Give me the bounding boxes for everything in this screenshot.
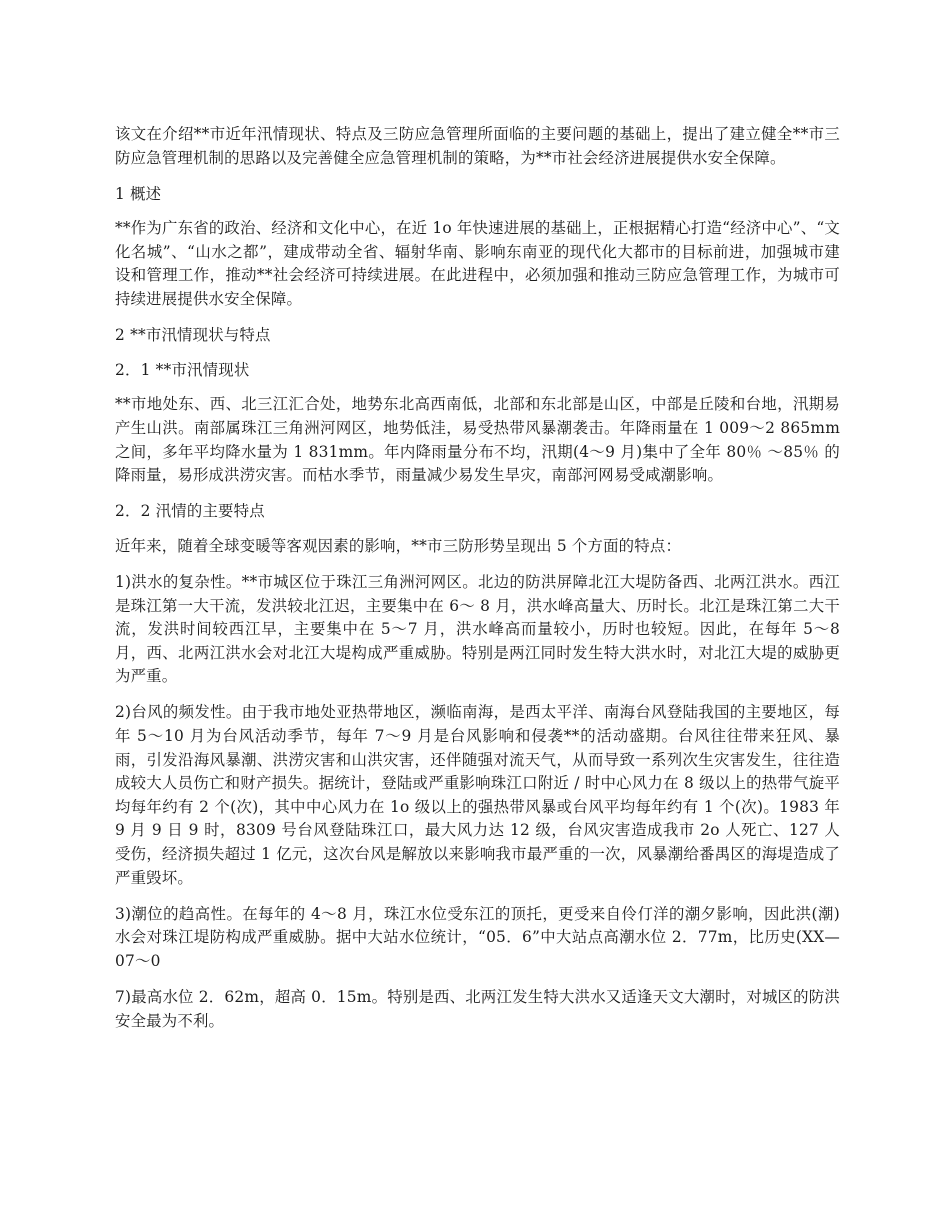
flood-status-paragraph: **市地处东、西、北三江汇合处，地势东北高西南低，北部和东北部是山区，中部是丘陵和台地，汛期易产生山洪。南部属珠江三角洲河网区，地势低洼，易受热带风暴潮袭击。年降雨量在 1 009～2 865mm 之间，多年平均降水量为 1 831mm。年内降雨量分布不均，汛期(4～9 月)集中了全年 80％ ～85％ 的降雨量，易形成洪涝灾害。而枯水季节，雨量减少易发生旱灾，南部河网易受咸潮影响。 [115,395,840,485]
intro-paragraph: 该文在介绍**市近年汛情现状、特点及三防应急管理所面临的主要问题的基础上，提出了建立健全**市三防应急管理机制的思路以及完善健全应急管理机制的策略，为**市社会经济进展提供水安全保障。 [115,125,840,167]
point-1-paragraph: 1)洪水的复杂性。**市城区位于珠江三角洲河网区。北边的防洪屏障北江大堤防备西、北两江洪水。西江是珠江第一大干流，发洪较北江迟，主要集中在 6～ 8 月，洪水峰高量大、历时长。北江是珠江第二大干流，发洪时间较西江早，主要集中在 5～7 月，洪水峰高而量较小，历时也较短。因此，在每年 5～8 月，西、北两江洪水会对北江大堤构成严重威胁。特别是两江同时发生特大洪水时，对北江大堤的威胁更为严重。 [115,572,840,686]
characteristics-intro-paragraph: 近年来，随着全球变暖等客观因素的影响，**市三防形势呈现出 5 个方面的特点： [115,536,682,555]
point-3-paragraph: 3)潮位的趋高性。在每年的 4～8 月，珠江水位受东江的顶托，更受来自伶仃洋的潮夕影响，因此洪(潮)水会对珠江堤防构成严重威胁。据中大站水位统计，“05．6”中大站点高潮水位 2．77m，比历史(XX—07～0 [115,904,840,970]
point-3-continuation-paragraph: 7)最高水位 2．62m，超高 0．15m。特别是西、北两江发生特大洪水又适逢天文大潮时，对城区的防洪安全最为不利。 [115,987,840,1030]
document-body [115,123,840,1046]
subsection-heading-2-2: 2．2 汛情的主要特点 [115,502,265,521]
point-2-paragraph: 2)台风的频发性。由于我市地处亚热带地区，濒临南海，是西太平洋、南海台风登陆我国的主要地区，每年 5～10 月为台风活动季节，每年 7～9 月是台风影响和侵袭**的活动盛期。台风往往带来狂风、暴雨，引发沿海风暴潮、洪涝灾害和山洪灾害，还伴随强对流天气，从而导致一系列次生灾害发生，往往造成较大人员伤亡和财产损失。据统计，登陆或严重影响珠江口附近 / 时中心风力在 8 级以上的热带气旋平均每年约有 2 个(次)，其中中心风力在 1o 级以上的强热带风暴或台风平均每年约有 1 个(次)。1983 年 9 月 9 日 9 时，8309 号台风登陆珠江口，最大风力达 12 级，台风灾害造成我市 2o 人死亡、127 人受伤，经济损失超过 1 亿元，这次台风是解放以来影响我市最严重的一次，风暴潮给番禺区的海堤造成了严重毁坏。 [115,703,840,887]
overview-paragraph: **作为广东省的政治、经济和文化中心，在近 1o 年快速进展的基础上，正根据精心打造“经济中心”、“文化名城”、“山水之都”，建成带动全省、辐射华南、影响东南亚的现代化大都市的目标前进，加强城市建设和管理工作，推动**社会经济可持续进展。在此进程中，必须加强和推动三防应急管理工作，为城市可持续进展提供水安全保障。 [115,219,840,309]
section-heading-flood-status: 2 **市汛情现状与特点 [115,326,271,345]
section-heading-overview: 1 概述 [115,184,162,203]
subsection-heading-2-1: 2．1 **市汛情现状 [115,360,250,379]
